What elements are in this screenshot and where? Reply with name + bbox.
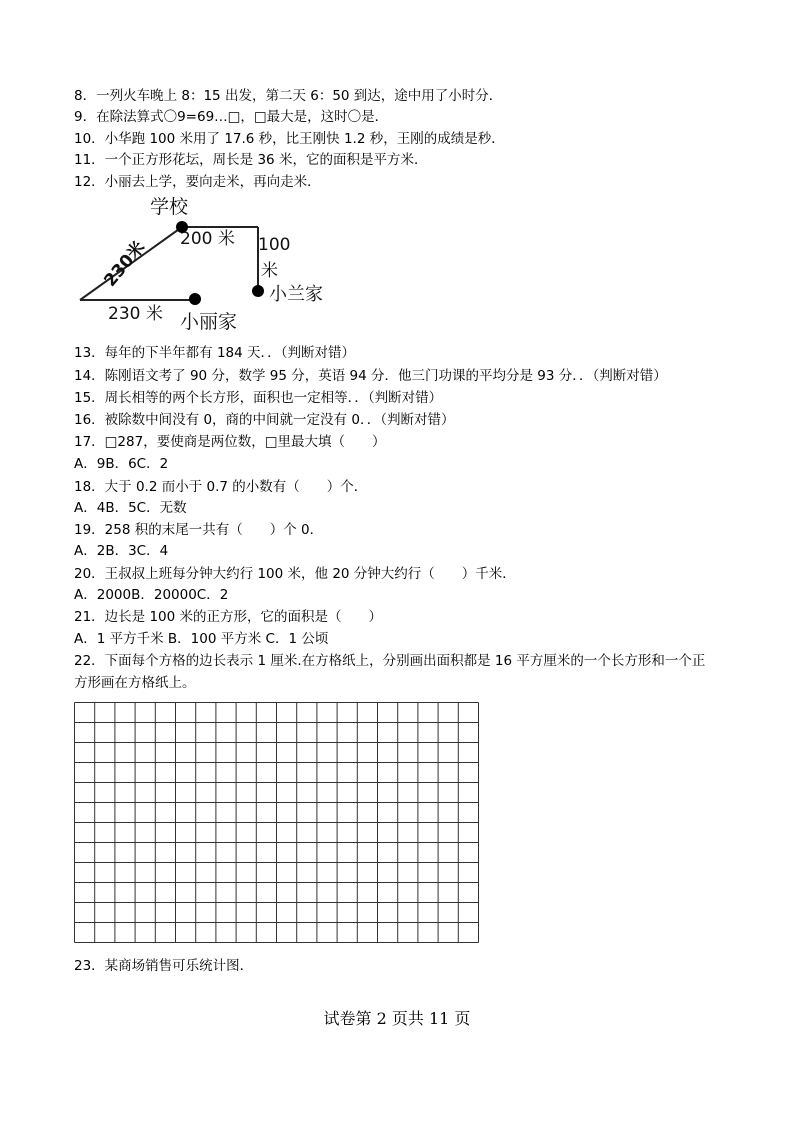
right-distance-unit: 米: [261, 261, 278, 281]
top-distance-label: 200 米: [180, 229, 235, 249]
question-22-line-2: 方形画在方格纸上。: [74, 675, 196, 691]
question-17-options: A．9B．6C．2: [74, 456, 169, 472]
xiaolan-home-dot: [252, 285, 264, 297]
question-12: 12．小丽去上学，要向走米，再向走米．: [74, 174, 321, 190]
school-label: 学校: [150, 196, 189, 218]
question-21-options: A．1 平方千米 B．100 平方米 C．1 公顷: [74, 631, 329, 647]
question-20: 20．王叔叔上班每分钟大约行 100 米，他 20 分钟大约行（ ）千米．: [74, 566, 516, 582]
bottom-distance-label: 230 米: [108, 304, 163, 324]
question-14: 14．陈刚语文考了 90 分，数学 95 分，英语 94 分．他三门功课的平均分是 93 分．．（判断对错）: [74, 368, 667, 384]
question-20-options: A．2000B．20000C．2: [74, 587, 229, 603]
question-16: 16．被除数中间没有 0，商的中间就一定没有 0．．（判断对错）: [74, 412, 455, 428]
xiaoli-home-label: 小丽家: [180, 311, 238, 333]
question-13: 13．每年的下半年都有 184 天．．（判断对错）: [74, 345, 356, 361]
question-18: 18．大于 0.2 而小于 0.7 的小数有（ ）个．: [74, 479, 368, 495]
question-22-line-1: 22．下面每个方格的边长表示 1 厘米.在方格纸上，分别画出面积都是 16 平方厘米的一个长方形和一个正: [74, 653, 706, 669]
question-19: 19．258 积的末尾一共有（ ）个 0．: [74, 522, 324, 538]
question-15: 15．周长相等的两个长方形，面积也一定相等．．（判断对错）: [74, 390, 443, 406]
question-19-options: A．2B．3C．4: [74, 543, 169, 559]
question-18-options: A．4B．5C．无数: [74, 500, 187, 516]
slant-distance-label: 230米: [100, 237, 150, 291]
question-23: 23．某商场销售可乐统计图．: [74, 958, 254, 974]
question-8: 8．一列火车晚上 8：15 出发，第二天 6：50 到达，途中用了小时分．: [74, 88, 503, 104]
page-footer: 试卷第 2 页共 11 页: [323, 1009, 471, 1028]
square-grid-paper: [74, 702, 480, 944]
question-17: 17．□287，要使商是两位数，□里最大填（ ）: [74, 434, 386, 450]
xiaoli-home-dot: [189, 293, 201, 305]
question-9: 9．在除法算式〇9=69…□，□最大是，这时〇是．: [74, 109, 389, 125]
question-10: 10．小华跑 100 米用了 17.6 秒，比王刚快 1.2 秒，王刚的成绩是秒．: [74, 131, 505, 147]
xiaolan-home-label: 小兰家: [269, 284, 323, 305]
question-11: 11．一个正方形花坛，周长是 36 米，它的面积是平方米．: [74, 152, 428, 168]
question-21: 21．边长是 100 米的正方形，它的面积是（ ）: [74, 609, 383, 625]
right-distance-number: 100: [258, 235, 291, 255]
